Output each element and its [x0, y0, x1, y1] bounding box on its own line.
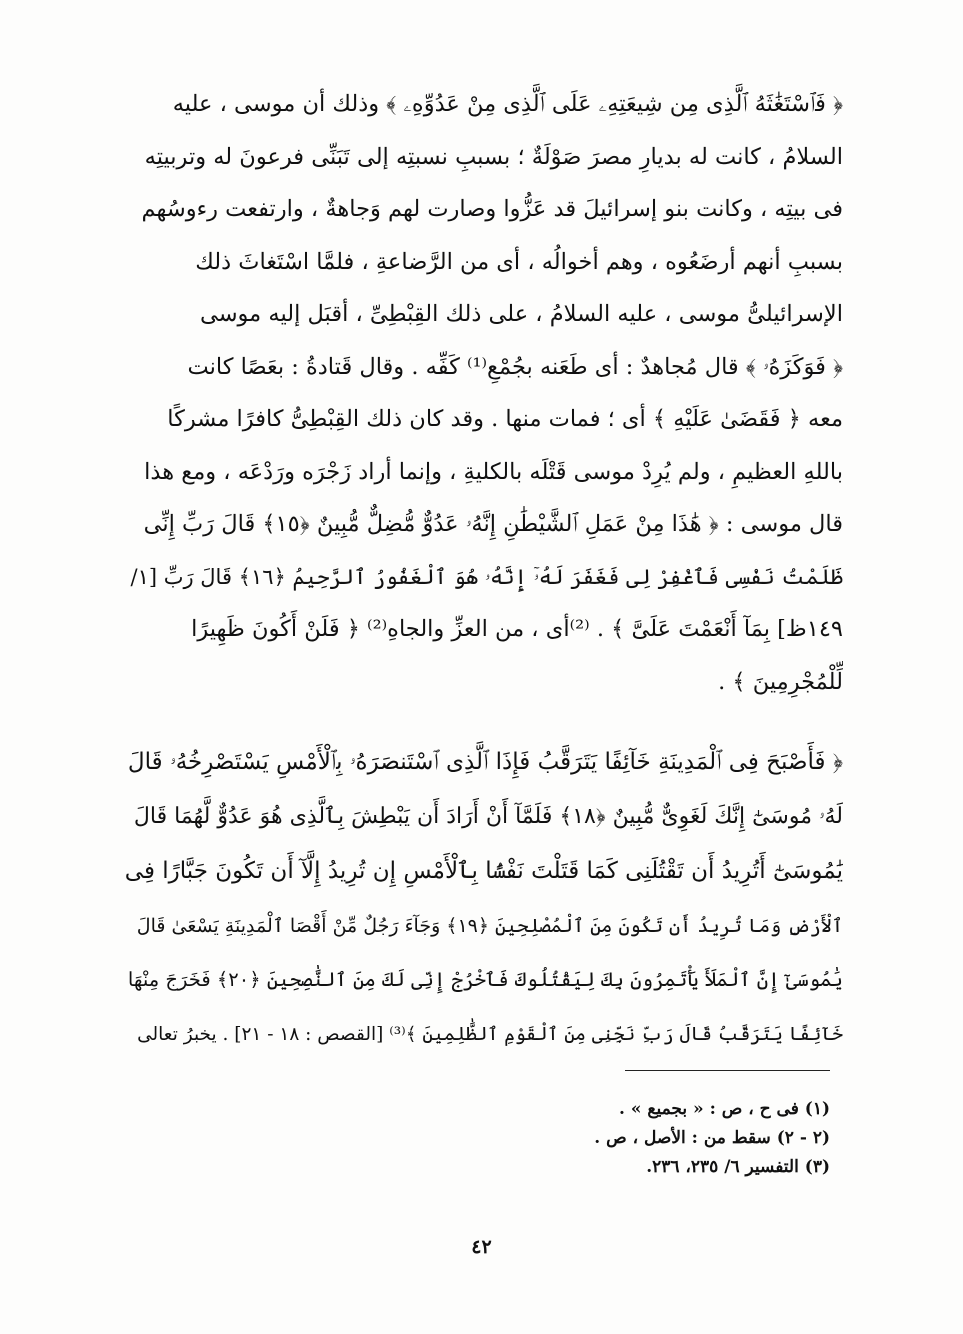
text-line: الإسرائيلىُّ موسى ، عليه السلامُ ، على ذلك القِبْطِىِّ ، أقبَل إليه موسى	[199, 301, 843, 327]
text-line: يَٰمُوسَىٰٓ أَتُرِيدُ أَن تَقْتُلَنِى كَمَا قَتَلْتَ نَفْسًۢا بِٱلْأَمْسِ إِن تُرِيدُ إِلَّآ أَن تَكُونَ جَبَّارًا فِى	[125, 858, 843, 884]
text-line: فى بيتِه ، وكانت بنو إسرائيلَ قد عَزُّوا وصارت لهم وَجاهةٌ ، وارتفعت رءوسُهم	[141, 196, 843, 222]
text-line: يَٰمُوسَىٰٓ إِنَّ ٱلْمَلَأَ يَأْتَمِرُونَ بِكَ لِيَقْتُلُوكَ فَٱخْرُجْ إِنِّى لَكَ مِنَ ٱلنَّٰصِحِينَ ﴿٢٠﴾ فَخَرَجَ مِنْهَا	[127, 968, 843, 991]
text-line: ﴿ فَٱسْتَغَٰثَهُ ٱلَّذِى مِن شِيعَتِهِۦ عَلَى ٱلَّذِى مِنْ عَدُوِّهِۦ ﴾ وذلك أن موسى ، عليه	[172, 91, 843, 117]
text-line: باللهِ العظيمِ ، ولم يُرِدْ موسى قَتْلَه بالكليةِ ، وإنما أراد زَجْرَه ورَدْعَه ، ومع هذا	[144, 458, 843, 485]
text-line: معه ﴿ فَقَضَىٰ عَلَيْهِ ﴾ أى ؛ فمات منها . وقد كان ذلك القِبْطِىُّ كافرًا مشركًا	[167, 406, 843, 432]
text-line: لَهُۥ مُوسَىٰٓ إِنَّكَ لَغَوِىٌّ مُّبِينٌ ﴿١٨﴾ فَلَمَّآ أَنْ أَرَادَ أَن يَبْطِشَ بِٱلَّذِى هُوَ عَدُوٌّ لَّهُمَا قَالَ	[133, 803, 843, 829]
text-line: بسببِ أنهم أرضَعُوه ، وهم أخوالُه ، أى من الرَّضاعةِ ، فلمَّا اسْتَغاثَ ذلك	[195, 248, 843, 275]
text-line: ﴿ فَأَصْبَحَ فِى ٱلْمَدِينَةِ خَآئِفًا يَتَرَقَّبُ فَإِذَا ٱلَّذِى ٱسْتَنصَرَهُۥ بِٱلْأَمْسِ يَسْتَصْرِخُهُۥ قَالَ	[127, 749, 843, 775]
footnote: (٣) التفسير ٦/ ٢٣٥، ٢٣٦.	[646, 1157, 830, 1177]
footnote-separator	[625, 1070, 830, 1071]
text-line: لِّلْمُجْرِمِينَ ﴾ .	[718, 668, 843, 695]
text-line: خَآئِفًا يَتَرَقَّبُ قَالَ رَبِّ نَجِّنِى مِنَ ٱلْقَوْمِ ٱلظَّٰلِمِينَ ﴾⁽³⁾ [القصص : ١٨ - ٢١] . يخبرُ تعالى	[137, 1023, 843, 1045]
text-line: ظَلَمْتُ نَفْسِى فَٱغْفِرْ لِى فَغَفَرَ لَهُۥٓ إِنَّهُۥ هُوَ ٱلْغَفُورُ ٱلرَّحِيمُ ﴿١٦﴾ قَالَ رَبِّ [١/	[130, 564, 843, 589]
footnotes	[330, 1095, 830, 1182]
text-line: قال موسى : ﴿ هَٰذَا مِنْ عَمَلِ ٱلشَّيْطَٰنِ إِنَّهُۥ عَدُوٌّ مُّضِلٌّ مُّبِينٌ ﴿١٥﴾ قَالَ رَبِّ إِنِّى	[143, 511, 843, 537]
footnote: (٢ - ٢) سقط من : الأصل ، ص .	[594, 1128, 830, 1148]
main-paragraph-1	[125, 78, 843, 708]
page-number: ٤٢	[471, 1236, 492, 1258]
main-paragraph-2	[125, 735, 843, 1062]
text-line: ١٤٩ظ] بِمَآ أَنْعَمْتَ عَلَىَّ ﴾ . ⁽²⁾أى ، من العزِّ والجاهِ⁽²⁾ ﴿ فَلَنْ أَكُونَ ظَهِيرًا	[191, 616, 843, 642]
footnote: (١) فى ح ، ص : « بجميع » .	[619, 1099, 830, 1119]
text-line: السلامُ ، كانت له بديارِ مصرَ صَوْلَةٌ ؛ بسببِ نسبتِه إلى تَبَنِّى فرعونَ له وتربيتِه	[144, 143, 843, 170]
text-line: ٱلْأَرْضِ وَمَا تُرِيدُ أَن تَكُونَ مِنَ ٱلْمُصْلِحِينَ ﴿١٩﴾ وَجَآءَ رَجُلٌ مِّنْ أَقْصَا ٱلْمَدِينَةِ يَسْعَىٰ قَالَ	[136, 914, 843, 937]
text-line: ﴿ فَوَكَزَهُۥ ﴾ قال مُجاهدٌ : أى طَعَنه بجُمْعِ⁽¹⁾ كَفِّه . وقال قَتادةُ : بعَصًا كانت	[187, 353, 843, 380]
